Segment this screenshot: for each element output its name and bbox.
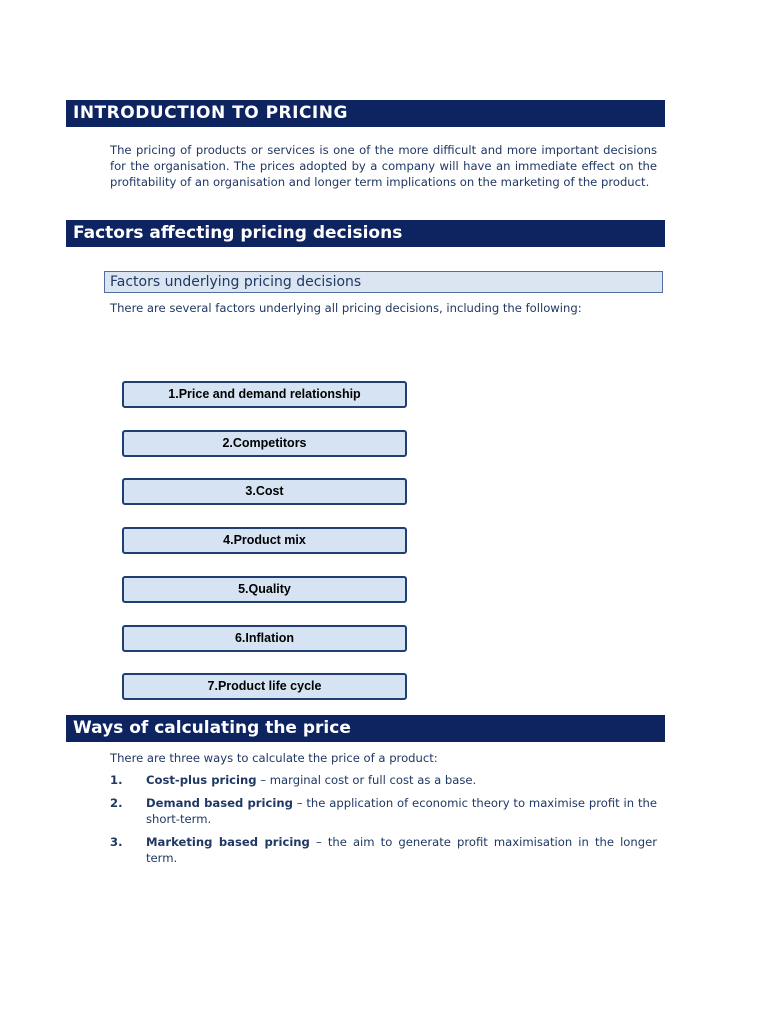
- subheading-factors-underlying: Factors underlying pricing decisions: [104, 271, 663, 293]
- list-item-term: Demand based pricing: [146, 796, 293, 810]
- section-heading-ways: Ways of calculating the price: [66, 715, 665, 742]
- list-item-description: – the application of economic theory to maximise profit in the short-term.: [146, 796, 657, 826]
- factors-intro-text: There are several factors underlying all pricing decisions, including the following:: [110, 301, 582, 315]
- list-item-marketing-based: [146, 834, 657, 866]
- factor-box-cost: 3.Cost: [122, 478, 407, 505]
- factor-box-product-life-cycle: 7.Product life cycle: [122, 673, 407, 700]
- factor-box-inflation: 6.Inflation: [122, 625, 407, 652]
- factor-box-price-demand: 1.Price and demand relationship: [122, 381, 407, 408]
- section-heading-factors: Factors affecting pricing decisions: [66, 220, 665, 247]
- introduction-paragraph: The pricing of products or services is one of the more difficult and more important decisions for the organisation. The prices adopted by a company will have an immediate effect on the profitability of an organisation and longer term implications on the marketing of the product.: [110, 143, 657, 189]
- list-item-term: Cost-plus pricing: [146, 773, 257, 787]
- section-heading-introduction: INTRODUCTION TO PRICING: [66, 100, 665, 127]
- list-item-description: – the aim to generate profit maximisation in the longer term.: [146, 835, 657, 865]
- list-item-cost-plus: [146, 772, 657, 788]
- ways-intro-text: There are three ways to calculate the price of a product:: [110, 751, 438, 765]
- list-item-term: Marketing based pricing: [146, 835, 310, 849]
- list-item-description: – marginal cost or full cost as a base.: [256, 773, 477, 787]
- factor-box-competitors: 2.Competitors: [122, 430, 407, 457]
- list-number: 1.: [110, 773, 123, 787]
- list-number: 3.: [110, 835, 123, 849]
- factor-box-quality: 5.Quality: [122, 576, 407, 603]
- list-number: 2.: [110, 796, 123, 810]
- factor-box-product-mix: 4.Product mix: [122, 527, 407, 554]
- list-item-demand-based: [146, 795, 657, 827]
